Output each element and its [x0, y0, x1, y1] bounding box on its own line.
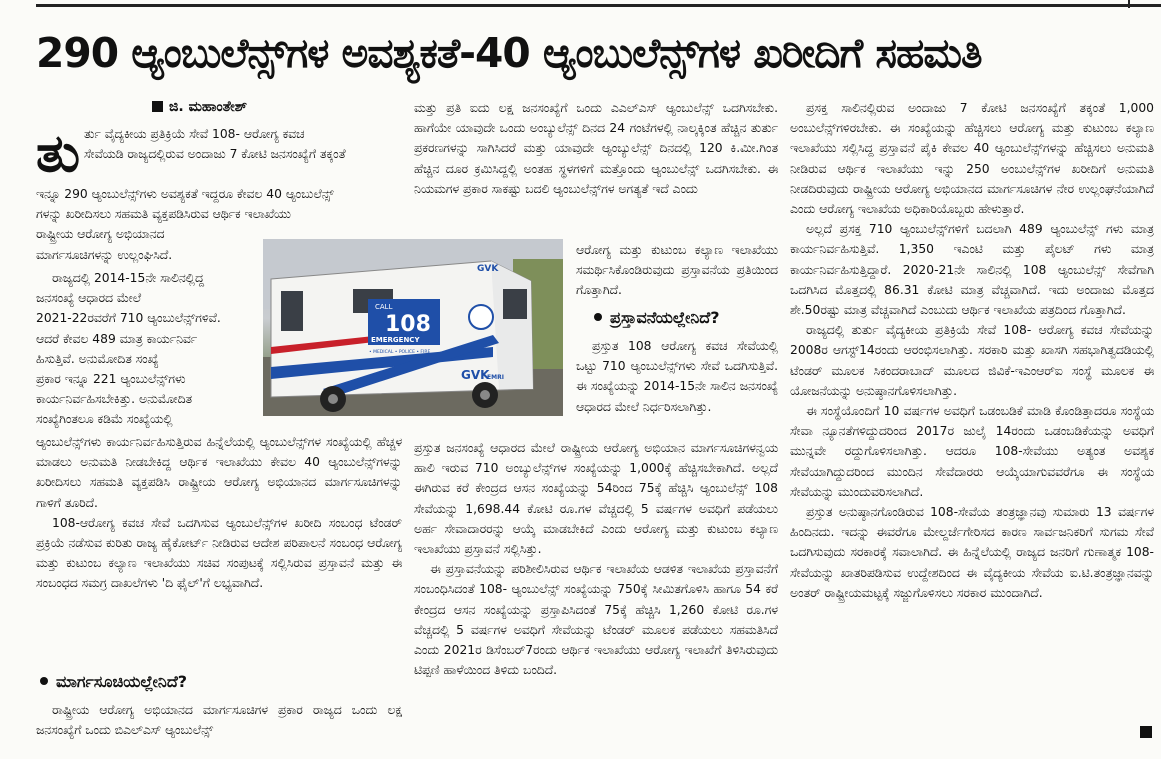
- paragraph: ಪ್ರಸ್ತುತ ಅನುಷ್ಠಾನಗೊಂಡಿರುವ 108-ಸೇವೆಯ ತಂತ್ರಜ್ಞಾನವು ಸುಮಾರು 13 ವರ್ಷಗಳ ಹಿಂದಿನದು. ಇದನ್ನು ಈವರೆಗೂ ಮೇಲ್ದರ್ಜೆಗೇರಿಸದ ಕಾರಣ ಸಾರ್ವಜನಿಕರಿಗೆ ಸುಗಮ ಸೇವೆ ಒದಗಿಸುವುದು ಸರಕಾರಕ್ಕೆ ಸವಾಲಾಗಿದೆ. ಈ ಹಿನ್ನೆಲೆಯಲ್ಲಿ ರಾಜ್ಯದ ಜನರಿಗೆ ಗುಣಾತ್ಮಕ 108-ಸೇವೆಯನ್ನು ಖಾತರಿಪಡಿಸುವ ಉದ್ದೇಶದಿಂದ ಈ ವೈದ್ಯಕೀಯ ಸೇವೆಯ ಐ.ಟಿ.ತಂತ್ರಜ್ಞಾನವನ್ನು ಅಂತರ್ ರಾಷ್ಟ್ರೀಯಮಟ್ಟಕ್ಕೆ ಸಜ್ಜುಗೊಳಿಸಲು ಸರಕಾರ ಮುಂದಾಗಿದೆ.: [790, 505, 1154, 600]
- subhead-guidelines: [40, 670, 187, 694]
- paragraph: ಈ ಪ್ರಸ್ತಾವನೆಯನ್ನು ಪರಿಶೀಲಿಸಿರುವ ಆರ್ಥಿಕ ಇಲಾಖೆಯ ಆಡಳಿತ ಇಲಾಖೆಯ ಪ್ರಸ್ತಾವನೆಗೆ ಸಂಬಂಧಿಸಿದಂತೆ 108- ಆ್ಯಂಬುಲೆನ್ಸ್ ಸಂಖ್ಯೆಯನ್ನು 750ಕ್ಕೆ ಸೀಮಿತಗೊಳಿಸಿ ಹಾಗೂ 54 ಕರೆ ಕೇಂದ್ರದ ಆಸನ ಸಂಖ್ಯೆಯನ್ನು ಪ್ರಸ್ತಾಪಿಸಿದಂತೆ 75ಕ್ಕೆ ಹೆಚ್ಚಿಸಿ 1,260 ಕೋಟಿ ರೂ.ಗಳ ವೆಚ್ಚದಲ್ಲಿ 5 ವರ್ಷಗಳ ಅವಧಿಗೆ ಸೇವೆಯನ್ನು ಟೆಂಡರ್ ಮೂಲಕ ಪಡೆಯಲು ಸಹಮತಿಸಿದೆ ಎಂದು 2021ರ ಡಿಸೆಂಬರ್7ರಂದು ಆರ್ಥಿಕ ಇಲಾಖೆಯು ಆರೋಗ್ಯ ಇಲಾಖೆಗೆ ತಿಳಿಸಿರುವುದು ಟಿಪ್ಪಣಿ ಹಾಳೆಯಿಂದ ತಿಳಿದು ಬಂದಿದೆ.: [414, 562, 778, 678]
- brand-text: GVK: [461, 368, 490, 382]
- headline: 290 ಆ್ಯಂಬುಲೆನ್ಸ್‌ಗಳ ಅವಶ್ಯಕತೆ-40 ಆ್ಯಂಬುಲೆನ್ಸ್‌ಗಳ ಖರೀದಿಗೆ ಸಹಮತಿ: [36, 29, 982, 77]
- drop-cap: ತು: [36, 124, 81, 184]
- bullet-icon: [594, 313, 602, 321]
- narrow-line: ಆದರೆ ಕೇವಲ 489 ಮಾತ್ರ ಕಾರ್ಯನಿರ್ವ: [36, 331, 198, 346]
- narrow-line: ಜನಸಂಖ್ಯೆ ಆಧಾರದ ಮೇಲೆ: [36, 291, 142, 306]
- call-text: CALL: [375, 303, 393, 311]
- byline-square-icon: [152, 101, 163, 112]
- column-1-narrow: [36, 268, 256, 432]
- column-1-tail: [36, 700, 402, 744]
- paragraph: ಅಲ್ಲದೆ ಪ್ರಸಕ್ತ 710 ಆ್ಯಂಬುಲೆನ್ಸ್‌ಗಳಿಗೆ ಬದಲಾಗಿ 489 ಆ್ಯಂಬುಲೆನ್ಸ್ ಗಳು ಮಾತ್ರ ಕಾರ್ಯನಿರ್ವಹಿಸುತ್ತಿವೆ. 1,350 ಇಎಂಟಿ ಮತ್ತು ಪೈಲಟ್ ಗಳು ಮಾತ್ರ ಕಾರ್ಯನಿರ್ವಹಿಸುತ್ತಿದ್ದಾರೆ. 2020-21ನೇ ಸಾಲಿನಲ್ಲಿ 108 ಆ್ಯಂಬುಲೆನ್ಸ್ ಸೇವೆಗಾಗಿ ಒದಗಿಸಿದ ಮೊತ್ತದಲ್ಲಿ 86.31 ಕೋಟಿ ಮಾತ್ರ ವೆಚ್ಚವಾಗಿದೆ. ಇದು ಅಂದಾಜು ಮೊತ್ತದ ಶೇ.50ರಷ್ಟು ಮಾತ್ರ ವೆಚ್ಚವಾಗಿದೆ ಎಂಬುದು ಆರ್ಥಿಕ ಇಲಾಖೆಯ ಪತ್ರದಿಂದ ಗೊತ್ತಾಗಿದೆ.: [790, 222, 1154, 318]
- brand-sub-text: EMRI: [487, 374, 504, 381]
- lead-line: ಇನ್ನೂ 290 ಆ್ಯಂಬುಲೆನ್ಸ್‌ಗಳು ಅವಶ್ಯಕತೆ ಇದ್ದರೂ ಕೇವಲ 40 ಆ್ಯಂಬುಲೆನ್ಸ್: [36, 187, 334, 201]
- paragraph: ಮತ್ತು ಪ್ರತಿ ಐದು ಲಕ್ಷ ಜನಸಂಖ್ಯೆಗೆ ಒಂದು ಎಎಲ್‌ಎಸ್ ಆ್ಯಂಬುಲೆನ್ಸ್ ಒದಗಿಸಬೇಕು. ಹಾಗೆಯೇ ಯಾವುದೇ ಒಂದು ಅಂಬ್ಯುಲೆನ್ಸ್ ದಿನದ 24 ಗಂಟೆಗಳಲ್ಲಿ ನಾಲ್ಕಕ್ಕಿಂತ ಹೆಚ್ಚಿನ ತುರ್ತು ಪ್ರಕರಣಗಳನ್ನು ಸಾಗಿಸಿದರೆ ಮತ್ತು ಯಾವುದೇ ಆ್ಯಂಬ್ಯುಲೆನ್ಸ್ ದಿನದಲ್ಲಿ 120 ಕಿ.ಮೀ.ಗಿಂತ ಹೆಚ್ಚಿನ ದೂರ ಕ್ರಮಿಸಿದ್ದಲ್ಲಿ ಅಂತಹ ಸ್ಥಳಗಳಿಗೆ ಮತ್ತೊಂದು ಆ್ಯಂಬುಲೆನ್ಸ್ ಒದಗಿಸಬೇಕು. ಈ ನಿಯಮಗಳ ಪ್ರಕಾರ ಸಾಕಷ್ಟು ಬದಲಿ ಆ್ಯಂಬುಲೆನ್ಸ್‌ಗಳ ಅಗತ್ಯತೆ ಇದೆ ಎಂದು: [414, 101, 778, 196]
- narrow-line: ಸಂಖ್ಯೆಗಿಂತಲೂ ಕಡಿಮೆ ಸಂಖ್ಯೆಯಲ್ಲಿ: [36, 412, 173, 427]
- ambulance-illustration: [263, 239, 563, 416]
- lead-line: ರಾಷ್ಟ್ರೀಯ ಆರೋಗ್ಯ ಅಭಿಯಾನದ: [36, 227, 165, 242]
- ambulance-photo: [263, 239, 563, 416]
- column-1-lead: [84, 124, 402, 186]
- lead-line: ಗಳನ್ನು ಖರೀದಿಸಲು ಸಹಮತಿ ವ್ಯಕ್ತಪಡಿಸಿರುವ ಆರ್ಥಿಕ ಇಲಾಖೆಯು: [36, 207, 291, 222]
- paragraph: ರಾಜ್ಯದಲ್ಲಿ ತುರ್ತು ವೈದ್ಯಕೀಯ ಪ್ರತಿಕ್ರಿಯೆ ಸೇವೆ 108- ಆರೋಗ್ಯ ಕವಚ ಸೇವೆಯನ್ನು 2008ರ ಆಗಸ್ಟ್14ರಂದು ಆರಂಭಿಸಲಾಗಿತ್ತು. ಸರಕಾರಿ ಮತ್ತು ಖಾಸಗಿ ಸಹಭಾಗಿತ್ವದಡಿಯಲ್ಲಿ ಟೆಂಡರ್ ಮೂಲಕ ಸಿಕಂದರಾಬಾದ್ ಮೂಲದ ಜಿವಿಕೆ-ಇಎಂಆರ್‌ಐ ಸಂಸ್ಥೆ ಮೂಲಕ ಈ ಯೋಜನೆಯನ್ನು ಅನುಷ್ಠಾನಗೊಳಿಸಲಾಗಿತ್ತು.: [790, 323, 1154, 398]
- subhead-proposal: [594, 306, 720, 330]
- paragraph: ಪ್ರಸಕ್ತ ಸಾಲಿನಲ್ಲಿರುವ ಅಂದಾಜು 7 ಕೋಟಿ ಜನಸಂಖ್ಯೆಗೆ ತಕ್ಕಂತೆ 1,000 ಅಂಬುಲೆನ್ಸ್‌ಗಳಿರಬೇಕು. ಈ ಸಂಖ್ಯೆಯನ್ನು ಹೆಚ್ಚಿಸಲು ಆರೋಗ್ಯ ಮತ್ತು ಕುಟುಂಬ ಕಲ್ಯಾಣ ಇಲಾಖೆಯು ಸಲ್ಲಿಸಿದ್ದ ಪ್ರಸ್ತಾವನೆ ಪೈಕಿ ಕೇವಲ 40 ಆ್ಯಂಬುಲೆನ್ಸ್‌ಗಳನ್ನು ಹೆಚ್ಚಿಸಲು ಅನುಮತಿ ನೀಡಿರುವ ಆರ್ಥಿಕ ಇಲಾಖೆಯು ಇನ್ನು 250 ಅಂಬುಲೆನ್ಸ್‌ಗಳ ಖರೀದಿಗೆ ಅನುಮತಿ ನೀಡದಿರುವುದು ರಾಷ್ಟ್ರೀಯ ಆರೋಗ್ಯ ಅಭಿಯಾನದ ಮಾರ್ಗಸೂಚಿಗಳ ನೇರ ಉಲ್ಲಂಘನೆಯಾಗಿದೆ ಎಂದು ಆರೋಗ್ಯ ಇಲಾಖೆಯ ಅಧಿಕಾರಿಯೊಬ್ಬರು ಹೇಳುತ್ತಾರೆ.: [790, 101, 1154, 217]
- paragraph: ಈ ಸಂಸ್ಥೆಯೊಂದಿಗೆ 10 ವರ್ಷಗಳ ಅವಧಿಗೆ ಒಡಂಬಡಿಕೆ ಮಾಡಿ ಕೊಂಡಿತ್ತಾದರೂ ಸಂಸ್ಥೆಯ ಸೇವಾ ನ್ಯೂನತೆಗಳಿದ್ದುದರಿಂದ 2017ರ ಜುಲೈ 14ರಂದು ಒಡಂಬಡಿಕೆಯನ್ನು ಅವಧಿಗೆ ಮುನ್ನವೇ ರದ್ದುಗೊಳಿಸಲಾಗಿತ್ತು. ಆದರೂ 108-ಸೇವೆಯು ಅತ್ಯಂತ ಅವಶ್ಯಕ ಸೇವೆಯಾಗಿದ್ದುದರಿಂದ ಮುಂದಿನ ಸೇವೆದಾರರು ಆಯ್ಕೆಯಾಗುವವರೆಗೂ ಈ ಸಂಸ್ಥೆಯ ಸೇವೆಯನ್ನು ಮುಂದುವರಿಸಲಾಗಿದೆ.: [790, 404, 1154, 499]
- column-2-body: [414, 438, 778, 744]
- lead-line: ಮಾರ್ಗಸೂಚಿಗಳನ್ನು ಉಲ್ಲಂಘಿಸಿದೆ.: [36, 247, 173, 262]
- lead-line: ಸೇವೆಯಡಿ ರಾಜ್ಯದಲ್ಲಿರುವ ಅಂದಾಜು 7 ಕೋಟಿ ಜನಸಂಖ್ಯೆಗೆ ತಕ್ಕಂತೆ: [84, 147, 346, 162]
- bullet-icon: [40, 677, 48, 685]
- column-1-body: [36, 432, 402, 664]
- top-rule: [36, 4, 1161, 7]
- services-text: • MEDICAL • POLICE • FIRE: [369, 350, 431, 355]
- column-2-narrow-a: [576, 240, 778, 302]
- paragraph: ಪ್ರಸ್ತುತ 108 ಆರೋಗ್ಯ ಕವಚ ಸೇವೆಯಲ್ಲಿ ಒಟ್ಟು 710 ಆ್ಯಂಬುಲೆನ್ಸ್‌ಗಳು ಸೇವೆ ಒದಗಿಸುತ್ತಿವೆ. ಈ ಸಂಖ್ಯೆಯನ್ನು 2014-15ನೇ ಸಾಲಿನ ಜನಸಂಖ್ಯೆ ಆಧಾರದ ಮೇಲೆ ನಿರ್ಧರಿಸಲಾಗಿತ್ತು.: [576, 339, 778, 414]
- byline: [152, 96, 247, 118]
- top-tick: [1128, 0, 1130, 8]
- column-2-narrow-b: [576, 336, 778, 438]
- lead-line: ರ್ತು ವೈದ್ಯಕೀಯ ಪ್ರತಿಕ್ರಿಯೆ ಸೇವೆ 108- ಆರೋಗ್ಯ ಕವಚ: [84, 127, 305, 141]
- narrow-line: ರಾಜ್ಯದಲ್ಲಿ 2014-15ನೇ ಸಾಲಿನಲ್ಲಿದ್ದ: [52, 271, 205, 285]
- paragraph: ರಾಷ್ಟ್ರೀಯ ಆರೋಗ್ಯ ಅಭಿಯಾನದ ಮಾರ್ಗಸೂಚಿಗಳ ಪ್ರಕಾರ ರಾಜ್ಯದ ಒಂದು ಲಕ್ಷ ಜನಸಂಖ್ಯೆಗೆ ಒಂದು ಬಿಎಲ್‌ಎಸ್ ಆ್ಯಂಬುಲೆನ್ಸ್: [36, 703, 402, 738]
- paragraph: ಆರೋಗ್ಯ ಮತ್ತು ಕುಟುಂಬ ಕಲ್ಯಾಣ ಇಲಾಖೆಯು ಸಮರ್ಥಿಸಿಕೊಂಡಿರುವುದು ಪ್ರಸ್ತಾವನೆಯ ಪ್ರತಿಯಿಂದ ಗೊತ್ತಾಗಿದೆ.: [576, 243, 778, 298]
- emblem-icon: [469, 305, 493, 329]
- paragraph: 108-ಆರೋಗ್ಯ ಕವಚ ಸೇವೆ ಒದಗಿಸುವ ಆ್ಯಂಬುಲೆನ್ಸ್‌ಗಳ ಖರೀದಿ ಸಂಬಂಧ ಟೆಂಡರ್ ಪ್ರಕ್ರಿಯೆ ನಡೆಸುವ ಕುರಿತು ರಾಜ್ಯ ಹೈಕೋರ್ಟ್ ನೀಡಿರುವ ಆದೇಶ ಪರಿಪಾಲನೆ ಸಂಬಂಧ ಆರೋಗ್ಯ ಮತ್ತು ಕುಟುಂಬ ಕಲ್ಯಾಣ ಇಲಾಖೆಯು ಸಚಿವ ಸಂಪುಟಕ್ಕೆ ಸಲ್ಲಿಸಿರುವ ಪ್ರಸ್ತಾವನೆ ಮತ್ತು ಈ ಸಂಬಂಧದ ಸಮಗ್ರ ದಾಖಲೆಗಳು 'ದಿ ಫೈಲ್'ಗೆ ಲಭ್ಯವಾಗಿದೆ.: [36, 515, 402, 591]
- ambulance-number-text: 108: [385, 312, 431, 337]
- narrow-line: ಹಿಸುತ್ತಿವೆ. ಅನುಮೋದಿತ ಸಂಖ್ಯೆ: [36, 351, 159, 366]
- end-mark-icon: [1140, 726, 1152, 738]
- paragraph: ಪ್ರಸ್ತುತ ಜನಸಂಖ್ಯೆ ಆಧಾರದ ಮೇಲೆ ರಾಷ್ಟ್ರೀಯ ಆರೋಗ್ಯ ಅಭಿಯಾನ ಮಾರ್ಗಸೂಚಿಗಳನ್ವಯ ಹಾಲಿ ಇರುವ 710 ಅಂಬ್ಯುಲೆನ್ಸ್‌ಗಳ ಸಂಖ್ಯೆಯನ್ನು 1,000ಕ್ಕೆ ಹೆಚ್ಚಿಸಬೇಕಾಗಿದೆ. ಅಲ್ಲದೆ ಈಗಿರುವ ಕರೆ ಕೇಂದ್ರದ ಆಸನ ಸಂಖ್ಯೆಯನ್ನು 54ರಿಂದ 75ಕ್ಕೆ ಹೆಚ್ಚಿಸಿ ಆ್ಯಂಬುಲೆನ್ಸ್ 108 ಸೇವೆಯನ್ನು 1,698.44 ಕೋಟಿ ರೂ.ಗಳ ವೆಚ್ಚದಲ್ಲಿ 5 ವರ್ಷಗಳ ಅವಧಿಗೆ ಪಡೆಯಲು ಅರ್ಹ ಸೇವಾದಾರರನ್ನು ಆಯ್ಕೆ ಮಾಡಬೇಕಿದೆ ಎಂದು ಆರೋಗ್ಯ ಮತ್ತು ಕುಟುಂಬ ಕಲ್ಯಾಣ ಇಲಾಖೆಯು ಪ್ರಸ್ತಾವನೆ ಸಲ್ಲಿಸಿತ್ತು.: [414, 441, 778, 557]
- paragraph: ಆ್ಯಂಬುಲೆನ್ಸ್‌ಗಳು ಕಾರ್ಯನಿರ್ವಹಿಸುತ್ತಿರುವ ಹಿನ್ನೆಲೆಯಲ್ಲಿ ಆ್ಯಂಬುಲೆನ್ಸ್‌ಗಳ ಸಂಖ್ಯೆಯಲ್ಲಿ ಹೆಚ್ಚಳ ಮಾಡಲು ಅನುಮತಿ ನೀಡಬೇಕಿದ್ದ ಆರ್ಥಿಕ ಇಲಾಖೆಯು ಕೇವಲ 40 ಆ್ಯಂಬುಲೆನ್ಸ್‌ಗಳನ್ನು ಖರೀದಿಸಲು ಸಹಮತಿ ವ್ಯಕ್ತಪಡಿಸಿ ರಾಷ್ಟ್ರೀಯ ಆರೋಗ್ಯ ಅಭಿಯಾನದ ಮಾರ್ಗಸೂಚಿಗಳನ್ನು ಗಾಳಿಗೆ ತೂರಿದೆ.: [36, 435, 402, 510]
- column-3: [790, 98, 1154, 744]
- narrow-line: ಪ್ರಕಾರ ಇನ್ನೂ 221 ಆ್ಯಂಬುಲೆನ್ಸ್‌ಗಳು: [36, 372, 186, 387]
- emergency-text: EMERGENCY: [371, 336, 420, 344]
- subhead-text: ಪ್ರಸ್ತಾವನೆಯಲ್ಲೇನಿದೆ?: [610, 308, 720, 327]
- column-2-top: [414, 98, 778, 240]
- narrow-line: ಕಾರ್ಯನಿರ್ವಹಿಸಬೇಕಿತ್ತು. ಅನುಮೋದಿತ: [36, 392, 193, 407]
- byline-author: ಜಿ. ಮಹಾಂತೇಶ್: [169, 99, 247, 115]
- brand-top-text: GVK: [477, 264, 499, 274]
- narrow-line: 2021-22ರವರೆಗೆ 710 ಆ್ಯಂಬುಲೆನ್ಸ್‌ಗಳಿವೆ.: [36, 311, 221, 326]
- subhead-text: ಮಾರ್ಗಸೂಚಿಯಲ್ಲೇನಿದೆ?: [56, 672, 188, 691]
